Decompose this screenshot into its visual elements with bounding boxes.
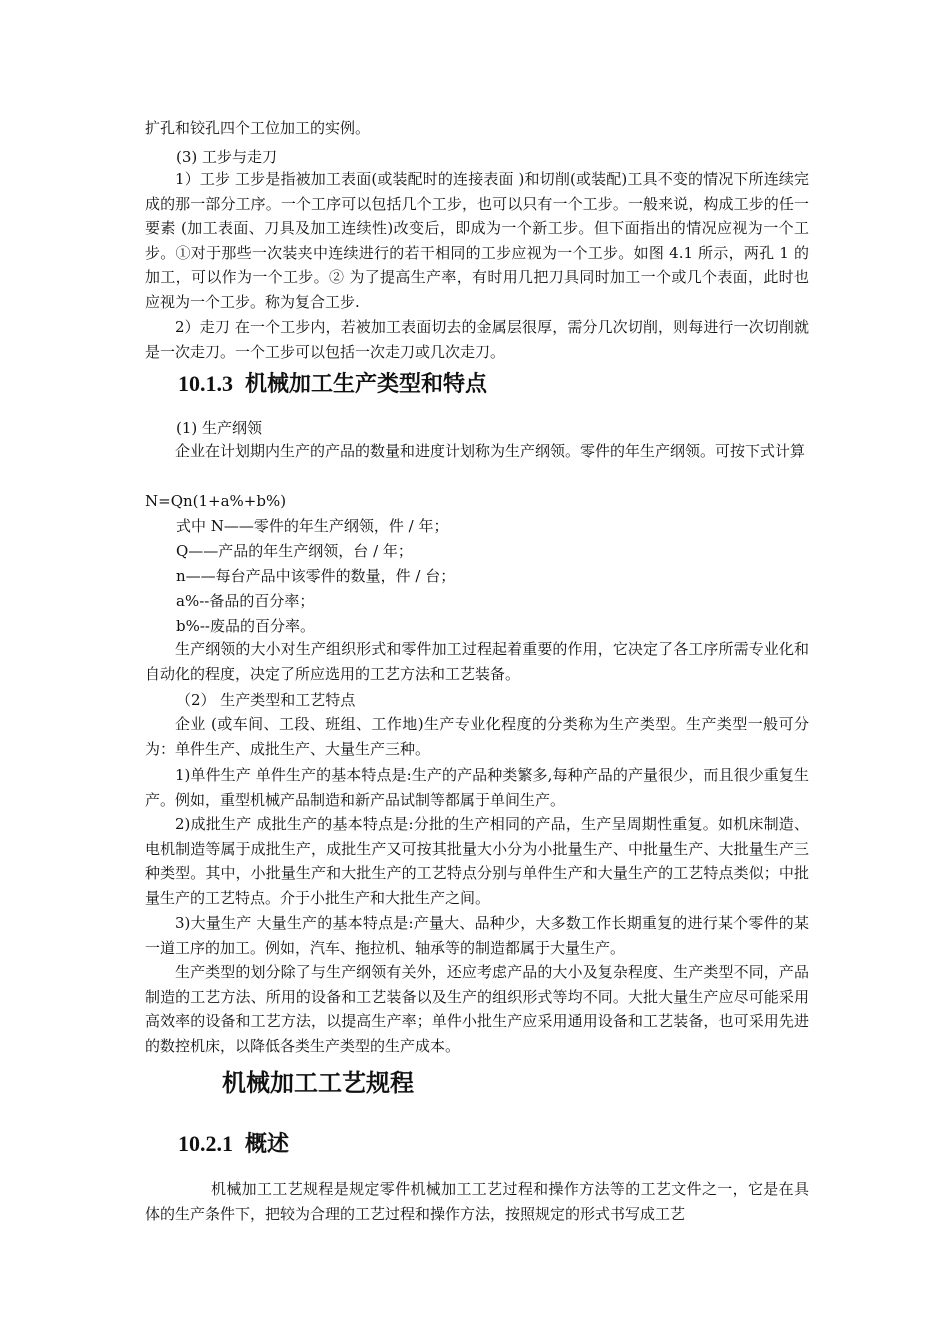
section-title: 概述 xyxy=(245,1131,290,1157)
section-number: 10.2.1 xyxy=(178,1131,233,1156)
section-title: 机械加工生产类型和特点 xyxy=(245,371,488,397)
production-types-heading: （2） 生产类型和工艺特点 xyxy=(176,691,356,709)
mass-production-paragraph: 3)大量生产 大量生产的基本特点是:产量大、品种少，大多数工作长期重复的进行某个零件的某一道工序的加工。例如，汽车、拖拉机、轴承等的制造都属于大量生产。 xyxy=(145,914,809,957)
definition-b: b%--废品的百分率。 xyxy=(176,617,315,635)
gangling-paragraph: 企业在计划期内生产的产品的数量和进度计划称为生产纲领。零件的年生产纲领。可按下式计算 xyxy=(175,442,806,460)
step-paragraph: 1）工步 工步是指被加工表面(或装配时的连接表面 )和切削(或装配)工具不变的情况下所连续完成的那一部分工序。一个工序可以包括几个工步，也可以只有一个工步。一般来说，构成工步的任一要素 (加工表面、刀具及加工连续性)改变后，即成为一个新工步。但下面指出的情况应视为一个工步。①对于那些一次装夹中连续进行的若干相同的工步应视为一个工步。如图 4.1 所示，两孔 1 的加工，可以作为一个工步。② 为了提高生产率，有时用几把刀具同时加工一个或几个表面，此时也应视为一个工步。称为复合工步. xyxy=(145,170,809,311)
gangling-heading: (1) 生产纲领 xyxy=(176,419,263,437)
definition-N: 式中 N——零件的年生产纲领，件 / 年； xyxy=(176,517,449,535)
section-heading-10-1-3 xyxy=(178,369,487,399)
formula: N=Qn(1+a%+b%) xyxy=(145,492,287,510)
definition-a: a%--备品的百分率； xyxy=(176,592,315,610)
step-heading: (3) 工步与走刀 xyxy=(176,148,278,166)
section-number: 10.1.3 xyxy=(178,371,233,396)
gangling-effect-paragraph: 生产纲领的大小对生产组织形式和零件加工过程起着重要的作用，它决定了各工序所需专业化和自动化的程度，决定了所应选用的工艺方法和工艺装备。 xyxy=(145,640,809,683)
definition-n: n——每台产品中该零件的数量，件 / 台； xyxy=(176,567,456,585)
section-heading-10-2-1 xyxy=(178,1129,289,1159)
pass-paragraph: 2）走刀 在一个工步内，若被加工表面切去的金属层很厚，需分几次切削，则每进行一次切削就是一次走刀。一个工步可以包括一次走刀或几次走刀。 xyxy=(145,318,809,361)
batch-production-paragraph: 2)成批生产 成批生产的基本特点是:分批的生产相同的产品，生产呈周期性重复。如机床制造、电机制造等属于成批生产，成批生产又可按其批量大小分为小批量生产、中批量生产、大批量生产三种类型。其中，小批量生产和大批生产的工艺特点分别与单件生产和大量生产的工艺特点类似；中批量生产的工艺特点。介于小批生产和大批生产之间。 xyxy=(145,815,809,907)
definition-Q: Q——产品的年生产纲领，台 / 年； xyxy=(176,542,413,560)
intro-paragraph: 扩孔和铰孔四个工位加工的实例。 xyxy=(145,119,371,137)
chapter-heading: 机械加工工艺规程 xyxy=(222,1068,414,1097)
production-types-paragraph: 企业 (或车间、工段、班组、工作地)生产专业化程度的分类称为生产类型。生产类型一般可分为：单件生产、成批生产、大量生产三种。 xyxy=(145,715,809,758)
overview-paragraph: 机械加工工艺规程是规定零件机械加工工艺过程和操作方法等的工艺文件之一，它是在具体的生产条件下，把较为合理的工艺过程和操作方法，按照规定的形式书写成工艺 xyxy=(145,1180,809,1223)
single-production-paragraph: 1)单件生产 单件生产的基本特点是:生产的产品种类繁多,每种产品的产量很少，而且很少重复生产。例如，重型机械产品制造和新产品试制等都属于单间生产。 xyxy=(145,766,809,809)
summary-paragraph: 生产类型的划分除了与生产纲领有关外，还应考虑产品的大小及复杂程度、生产类型不同，产品制造的工艺方法、所用的设备和工艺装备以及生产的组织形式等均不同。大批大量生产应尽可能采用高效率的设备和工艺方法，以提高生产率；单件小批生产应采用通用设备和工艺装备，也可采用先进的数控机床，以降低各类生产类型的生产成本。 xyxy=(145,963,809,1055)
